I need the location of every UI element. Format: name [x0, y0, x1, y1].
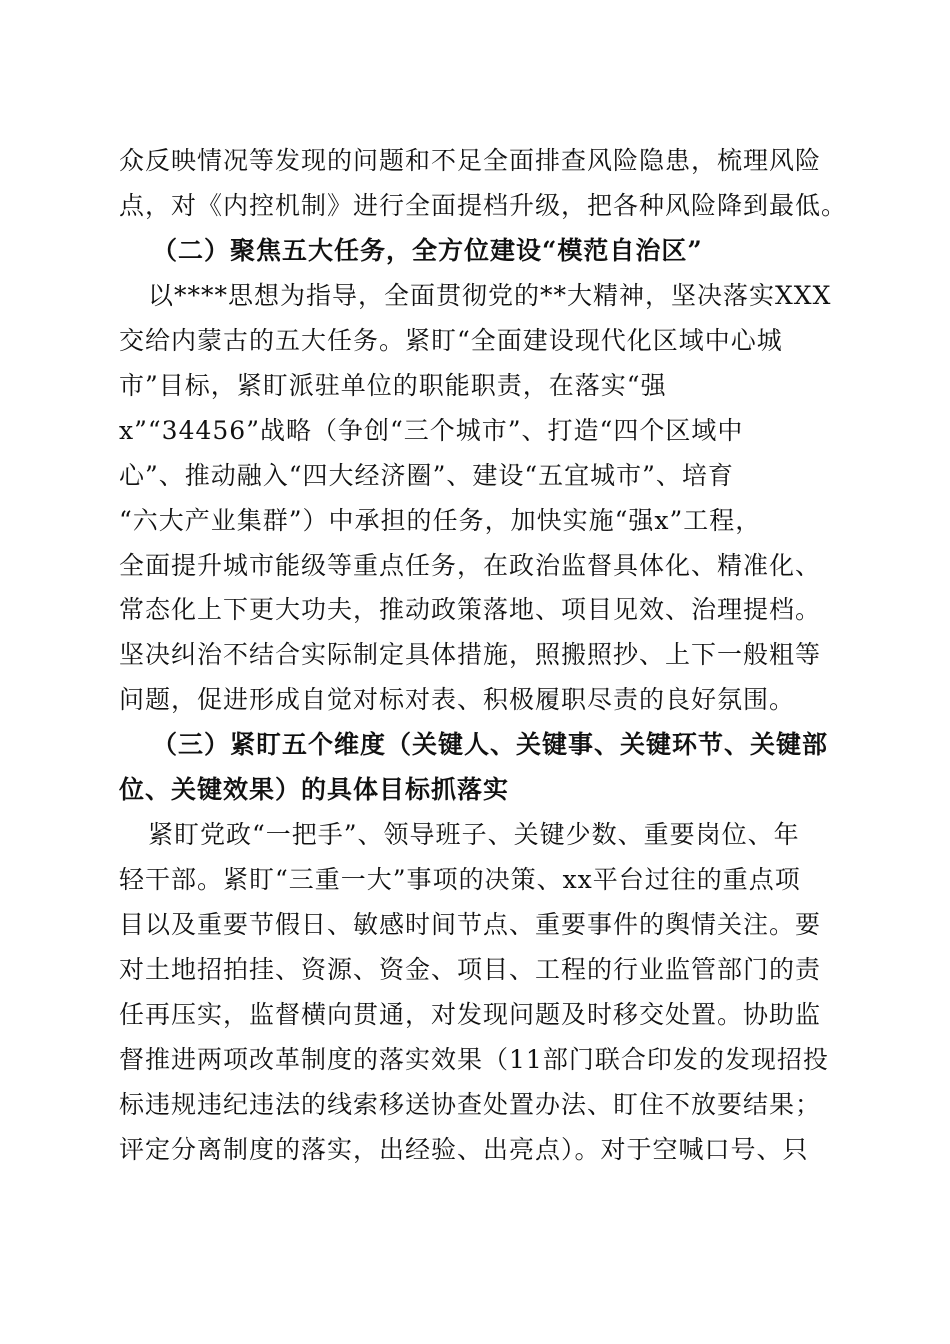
- section-heading: （三）紧盯五个维度（关键人、关键事、关键环节、关键部: [152, 730, 829, 759]
- body-text-line: 标违规违纪违法的线索移送协查处置办法、盯住不放要结果；: [119, 1090, 822, 1119]
- body-text-line: 评定分离制度的落实，出经验、出亮点）。对于空喊口号、只: [119, 1135, 809, 1164]
- body-text-line: 交给内蒙古的五大任务。紧盯“全面建设现代化区域中心城: [119, 326, 783, 355]
- body-text-line: 全面提升城市能级等重点任务，在政治监督具体化、精准化、: [119, 551, 822, 580]
- body-text-line: x”“34456”战略（争创“三个城市”、打造“四个区域中: [119, 416, 744, 445]
- body-text-line: 问题，促进形成自觉对标对表、积极履职尽责的良好氛围。: [119, 685, 796, 714]
- body-text-line: 轻干部。紧盯“三重一大”事项的决策、xx平台过往的重点项: [119, 865, 801, 894]
- body-text-line: 常态化上下更大功夫，推动政策落地、项目见效、治理提档。: [119, 595, 822, 624]
- body-text-line: 市”目标，紧盯派驻单位的职能职责，在落实“强: [119, 371, 667, 400]
- body-text-line: 紧盯党政“一把手”、领导班子、关键少数、重要岗位、年: [148, 820, 800, 849]
- body-text-line: 坚决纠治不结合实际制定具体措施，照搬照抄、上下一般粗等: [119, 640, 822, 669]
- body-text-line: 督推进两项改革制度的落实效果（11部门联合印发的发现招投: [119, 1045, 829, 1074]
- section-heading-continuation: 位、关键效果）的具体目标抓落实: [119, 775, 510, 804]
- body-text-line: 众反映情况等发现的问题和不足全面排查风险隐患，梳理风险: [119, 146, 822, 175]
- body-text-line: 以****思想为指导，全面贯彻党的**大精神，坚决落实XXX: [148, 281, 832, 310]
- body-text-line: “六大产业集群”）中承担的任务，加快实施“强x”工程，: [119, 506, 762, 535]
- body-text-line: 对土地招拍挂、资源、资金、项目、工程的行业监管部门的责: [119, 955, 822, 984]
- body-text-line: 任再压实，监督横向贯通，对发现问题及时移交处置。协助监: [119, 1000, 822, 1029]
- body-text-line: 心”、推动融入“四大经济圈”、建设“五宜城市”、培育: [119, 461, 734, 490]
- body-text-line: 目以及重要节假日、敏感时间节点、重要事件的舆情关注。要: [119, 910, 822, 939]
- section-heading: （二）聚焦五大任务，全方位建设“模范自治区”: [152, 236, 703, 265]
- body-text-line: 点，对《内控机制》进行全面提档升级，把各种风险降到最低。: [119, 191, 848, 220]
